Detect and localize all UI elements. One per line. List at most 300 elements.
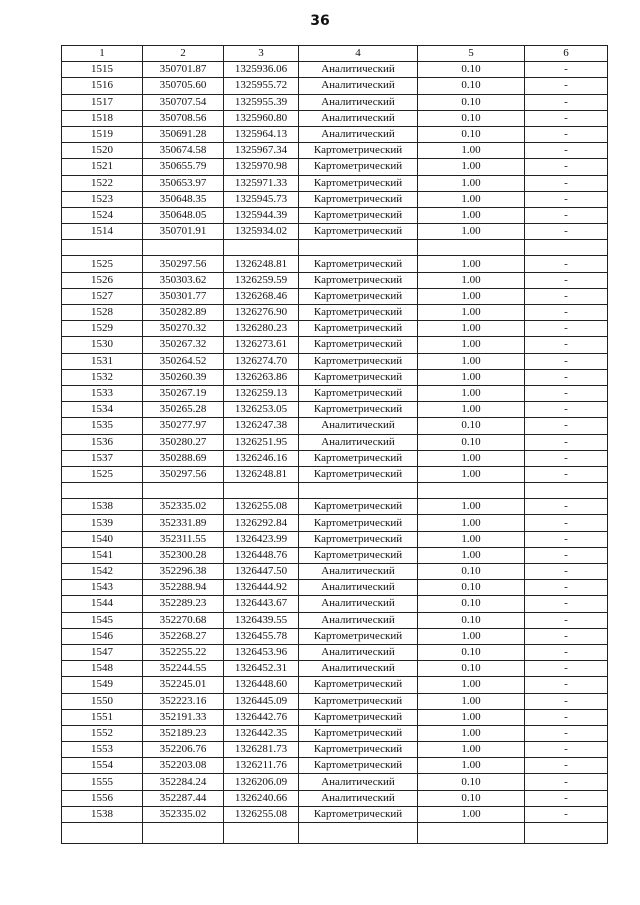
accuracy-cell: 1.00	[418, 693, 525, 709]
y-coordinate-cell: 1326246.16	[224, 450, 299, 466]
x-coordinate-cell: 352289.23	[143, 596, 224, 612]
x-coordinate-cell: 350653.97	[143, 175, 224, 191]
point-number-cell: 1555	[62, 774, 143, 790]
point-number-cell: 1526	[62, 272, 143, 288]
column-header-5: 5	[418, 46, 525, 62]
table-body	[62, 62, 608, 844]
method-cell: Картометрический	[299, 369, 418, 385]
note-cell: -	[525, 499, 608, 515]
method-cell: Картометрический	[299, 191, 418, 207]
y-coordinate-cell: 1326247.38	[224, 418, 299, 434]
note-cell	[525, 483, 608, 499]
accuracy-cell: 1.00	[418, 337, 525, 353]
y-coordinate-cell: 1325970.98	[224, 159, 299, 175]
note-cell: -	[525, 806, 608, 822]
note-cell: -	[525, 353, 608, 369]
x-coordinate-cell: 352331.89	[143, 515, 224, 531]
table-row	[62, 224, 608, 240]
point-number-cell: 1545	[62, 612, 143, 628]
accuracy-cell: 0.10	[418, 564, 525, 580]
y-coordinate-cell: 1326455.78	[224, 628, 299, 644]
y-coordinate-cell: 1325955.39	[224, 94, 299, 110]
table-row	[62, 709, 608, 725]
method-cell: Картометрический	[299, 515, 418, 531]
point-number-cell: 1534	[62, 402, 143, 418]
note-cell: -	[525, 628, 608, 644]
accuracy-cell: 0.10	[418, 596, 525, 612]
method-cell: Картометрический	[299, 758, 418, 774]
method-cell: Картометрический	[299, 725, 418, 741]
column-header-6: 6	[525, 46, 608, 62]
point-number-cell: 1518	[62, 110, 143, 126]
method-cell: Картометрический	[299, 305, 418, 321]
method-cell: Картометрический	[299, 466, 418, 482]
table-row	[62, 612, 608, 628]
x-coordinate-cell: 350282.89	[143, 305, 224, 321]
table-row	[62, 402, 608, 418]
table-row	[62, 256, 608, 272]
y-coordinate-cell: 1325964.13	[224, 126, 299, 142]
y-coordinate-cell: 1326273.61	[224, 337, 299, 353]
point-number-cell: 1525	[62, 256, 143, 272]
note-cell: -	[525, 709, 608, 725]
point-number-cell: 1530	[62, 337, 143, 353]
table-row	[62, 337, 608, 353]
table-row	[62, 110, 608, 126]
table-header-row	[62, 46, 608, 62]
note-cell: -	[525, 742, 608, 758]
accuracy-cell: 1.00	[418, 758, 525, 774]
y-coordinate-cell: 1326292.84	[224, 515, 299, 531]
y-coordinate-cell: 1325971.33	[224, 175, 299, 191]
x-coordinate-cell: 350264.52	[143, 353, 224, 369]
method-cell: Аналитический	[299, 110, 418, 126]
x-coordinate-cell: 352255.22	[143, 644, 224, 660]
x-coordinate-cell: 352288.94	[143, 580, 224, 596]
table-row	[62, 483, 608, 499]
method-cell: Аналитический	[299, 790, 418, 806]
page-number: 36	[310, 13, 330, 29]
accuracy-cell: 1.00	[418, 725, 525, 741]
note-cell: -	[525, 207, 608, 223]
point-number-cell: 1553	[62, 742, 143, 758]
note-cell: -	[525, 693, 608, 709]
method-cell: Аналитический	[299, 564, 418, 580]
y-coordinate-cell: 1326240.66	[224, 790, 299, 806]
accuracy-cell: 1.00	[418, 272, 525, 288]
table-row	[62, 78, 608, 94]
note-cell: -	[525, 369, 608, 385]
table-row	[62, 272, 608, 288]
note-cell: -	[525, 531, 608, 547]
y-coordinate-cell: 1326443.67	[224, 596, 299, 612]
y-coordinate-cell: 1326444.92	[224, 580, 299, 596]
note-cell: -	[525, 677, 608, 693]
point-number-cell: 1538	[62, 806, 143, 822]
point-number-cell: 1538	[62, 499, 143, 515]
note-cell: -	[525, 94, 608, 110]
note-cell: -	[525, 515, 608, 531]
y-coordinate-cell	[224, 240, 299, 256]
table-row	[62, 823, 608, 844]
x-coordinate-cell: 350265.28	[143, 402, 224, 418]
point-number-cell: 1517	[62, 94, 143, 110]
note-cell: -	[525, 790, 608, 806]
table-row	[62, 159, 608, 175]
x-coordinate-cell: 350701.91	[143, 224, 224, 240]
method-cell: Картометрический	[299, 288, 418, 304]
point-number-cell: 1514	[62, 224, 143, 240]
x-coordinate-cell: 350267.19	[143, 385, 224, 401]
column-header-2: 2	[143, 46, 224, 62]
note-cell: -	[525, 224, 608, 240]
x-coordinate-cell	[143, 483, 224, 499]
table-row	[62, 353, 608, 369]
x-coordinate-cell: 350701.87	[143, 62, 224, 78]
x-coordinate-cell: 352287.44	[143, 790, 224, 806]
x-coordinate-cell: 350280.27	[143, 434, 224, 450]
x-coordinate-cell: 350707.54	[143, 94, 224, 110]
note-cell: -	[525, 191, 608, 207]
point-number-cell	[62, 240, 143, 256]
point-number-cell: 1541	[62, 547, 143, 563]
table-row	[62, 94, 608, 110]
accuracy-cell: 0.10	[418, 126, 525, 142]
x-coordinate-cell: 350301.77	[143, 288, 224, 304]
y-coordinate-cell: 1326447.50	[224, 564, 299, 580]
accuracy-cell: 1.00	[418, 402, 525, 418]
accuracy-cell: 1.00	[418, 369, 525, 385]
accuracy-cell: 0.10	[418, 94, 525, 110]
method-cell: Картометрический	[299, 143, 418, 159]
y-coordinate-cell: 1326448.60	[224, 677, 299, 693]
method-cell: Картометрический	[299, 175, 418, 191]
note-cell: -	[525, 288, 608, 304]
y-coordinate-cell: 1326255.08	[224, 499, 299, 515]
accuracy-cell: 1.00	[418, 207, 525, 223]
method-cell: Аналитический	[299, 434, 418, 450]
y-coordinate-cell: 1325967.34	[224, 143, 299, 159]
note-cell: -	[525, 661, 608, 677]
y-coordinate-cell: 1326248.81	[224, 256, 299, 272]
point-number-cell: 1548	[62, 661, 143, 677]
point-number-cell	[62, 823, 143, 844]
note-cell: -	[525, 612, 608, 628]
y-coordinate-cell: 1326448.76	[224, 547, 299, 563]
note-cell: -	[525, 110, 608, 126]
note-cell: -	[525, 126, 608, 142]
method-cell: Аналитический	[299, 612, 418, 628]
note-cell: -	[525, 434, 608, 450]
point-number-cell: 1556	[62, 790, 143, 806]
accuracy-cell: 1.00	[418, 321, 525, 337]
x-coordinate-cell: 352206.76	[143, 742, 224, 758]
method-cell	[299, 240, 418, 256]
method-cell: Аналитический	[299, 62, 418, 78]
table-row	[62, 774, 608, 790]
point-number-cell: 1524	[62, 207, 143, 223]
y-coordinate-cell: 1326445.09	[224, 693, 299, 709]
method-cell: Аналитический	[299, 580, 418, 596]
accuracy-cell: 1.00	[418, 466, 525, 482]
method-cell: Картометрический	[299, 272, 418, 288]
method-cell	[299, 483, 418, 499]
table-row	[62, 790, 608, 806]
x-coordinate-cell	[143, 823, 224, 844]
point-number-cell: 1516	[62, 78, 143, 94]
table-row	[62, 531, 608, 547]
point-number-cell: 1532	[62, 369, 143, 385]
note-cell	[525, 823, 608, 844]
accuracy-cell: 1.00	[418, 531, 525, 547]
y-coordinate-cell: 1326439.55	[224, 612, 299, 628]
method-cell: Аналитический	[299, 94, 418, 110]
point-number-cell: 1539	[62, 515, 143, 531]
x-coordinate-cell: 352223.16	[143, 693, 224, 709]
x-coordinate-cell: 352335.02	[143, 806, 224, 822]
method-cell: Картометрический	[299, 499, 418, 515]
accuracy-cell: 1.00	[418, 547, 525, 563]
table-row	[62, 693, 608, 709]
method-cell: Картометрический	[299, 256, 418, 272]
point-number-cell: 1521	[62, 159, 143, 175]
accuracy-cell: 0.10	[418, 790, 525, 806]
note-cell: -	[525, 159, 608, 175]
y-coordinate-cell: 1326206.09	[224, 774, 299, 790]
accuracy-cell: 1.00	[418, 305, 525, 321]
accuracy-cell: 1.00	[418, 515, 525, 531]
point-number-cell: 1552	[62, 725, 143, 741]
x-coordinate-cell: 350288.69	[143, 450, 224, 466]
note-cell: -	[525, 337, 608, 353]
method-cell: Аналитический	[299, 596, 418, 612]
note-cell: -	[525, 547, 608, 563]
table-row	[62, 143, 608, 159]
table-row	[62, 450, 608, 466]
point-number-cell: 1550	[62, 693, 143, 709]
table-row	[62, 725, 608, 741]
method-cell: Аналитический	[299, 661, 418, 677]
method-cell: Картометрический	[299, 224, 418, 240]
table-row	[62, 288, 608, 304]
table-row	[62, 742, 608, 758]
point-number-cell: 1525	[62, 466, 143, 482]
accuracy-cell: 1.00	[418, 742, 525, 758]
point-number-cell: 1554	[62, 758, 143, 774]
x-coordinate-cell: 350691.28	[143, 126, 224, 142]
point-number-cell: 1547	[62, 644, 143, 660]
accuracy-cell: 1.00	[418, 385, 525, 401]
note-cell: -	[525, 758, 608, 774]
accuracy-cell: 1.00	[418, 175, 525, 191]
y-coordinate-cell	[224, 483, 299, 499]
accuracy-cell: 1.00	[418, 450, 525, 466]
accuracy-cell: 1.00	[418, 499, 525, 515]
point-number-cell: 1528	[62, 305, 143, 321]
accuracy-cell: 1.00	[418, 353, 525, 369]
table-row	[62, 466, 608, 482]
table-row	[62, 321, 608, 337]
table-row	[62, 499, 608, 515]
note-cell: -	[525, 564, 608, 580]
accuracy-cell: 0.10	[418, 62, 525, 78]
point-number-cell: 1519	[62, 126, 143, 142]
method-cell: Картометрический	[299, 450, 418, 466]
x-coordinate-cell: 352270.68	[143, 612, 224, 628]
table-row	[62, 596, 608, 612]
point-number-cell: 1544	[62, 596, 143, 612]
accuracy-cell: 0.10	[418, 110, 525, 126]
accuracy-cell: 1.00	[418, 709, 525, 725]
accuracy-cell: 0.10	[418, 418, 525, 434]
note-cell: -	[525, 256, 608, 272]
y-coordinate-cell: 1326453.96	[224, 644, 299, 660]
table-row	[62, 515, 608, 531]
point-number-cell: 1549	[62, 677, 143, 693]
method-cell: Картометрический	[299, 207, 418, 223]
point-number-cell: 1546	[62, 628, 143, 644]
table-row	[62, 628, 608, 644]
y-coordinate-cell: 1326423.99	[224, 531, 299, 547]
accuracy-cell: 1.00	[418, 191, 525, 207]
table-row	[62, 758, 608, 774]
column-header-4: 4	[299, 46, 418, 62]
point-number-cell: 1523	[62, 191, 143, 207]
note-cell: -	[525, 305, 608, 321]
x-coordinate-cell: 350705.60	[143, 78, 224, 94]
x-coordinate-cell: 350270.32	[143, 321, 224, 337]
column-header-3: 3	[224, 46, 299, 62]
x-coordinate-cell: 350648.35	[143, 191, 224, 207]
y-coordinate-cell: 1326281.73	[224, 742, 299, 758]
accuracy-cell: 1.00	[418, 143, 525, 159]
accuracy-cell: 0.10	[418, 434, 525, 450]
accuracy-cell: 1.00	[418, 224, 525, 240]
method-cell: Картометрический	[299, 385, 418, 401]
y-coordinate-cell: 1326276.90	[224, 305, 299, 321]
method-cell: Аналитический	[299, 418, 418, 434]
point-number-cell: 1533	[62, 385, 143, 401]
y-coordinate-cell: 1326259.59	[224, 272, 299, 288]
note-cell: -	[525, 580, 608, 596]
x-coordinate-cell: 352284.24	[143, 774, 224, 790]
x-coordinate-cell: 352335.02	[143, 499, 224, 515]
x-coordinate-cell: 350297.56	[143, 466, 224, 482]
method-cell: Аналитический	[299, 78, 418, 94]
table-row	[62, 240, 608, 256]
accuracy-cell: 0.10	[418, 644, 525, 660]
method-cell: Картометрический	[299, 159, 418, 175]
method-cell: Картометрический	[299, 677, 418, 693]
accuracy-cell: 1.00	[418, 628, 525, 644]
point-number-cell: 1540	[62, 531, 143, 547]
point-number-cell: 1515	[62, 62, 143, 78]
accuracy-cell	[418, 483, 525, 499]
method-cell: Картометрический	[299, 742, 418, 758]
x-coordinate-cell: 352244.55	[143, 661, 224, 677]
accuracy-cell	[418, 240, 525, 256]
method-cell: Аналитический	[299, 774, 418, 790]
note-cell: -	[525, 596, 608, 612]
y-coordinate-cell: 1326442.35	[224, 725, 299, 741]
x-coordinate-cell: 352189.23	[143, 725, 224, 741]
y-coordinate-cell: 1325934.02	[224, 224, 299, 240]
y-coordinate-cell: 1326274.70	[224, 353, 299, 369]
table-row	[62, 677, 608, 693]
x-coordinate-cell: 350708.56	[143, 110, 224, 126]
x-coordinate-cell: 350277.97	[143, 418, 224, 434]
x-coordinate-cell: 352311.55	[143, 531, 224, 547]
accuracy-cell: 0.10	[418, 774, 525, 790]
method-cell: Картометрический	[299, 321, 418, 337]
table-row	[62, 207, 608, 223]
table-row	[62, 434, 608, 450]
accuracy-cell: 0.10	[418, 661, 525, 677]
note-cell: -	[525, 418, 608, 434]
method-cell: Картометрический	[299, 547, 418, 563]
x-coordinate-cell: 350674.58	[143, 143, 224, 159]
x-coordinate-cell: 350260.39	[143, 369, 224, 385]
y-coordinate-cell: 1326248.81	[224, 466, 299, 482]
column-header-1: 1	[62, 46, 143, 62]
table-row	[62, 418, 608, 434]
accuracy-cell: 0.10	[418, 580, 525, 596]
table-row	[62, 644, 608, 660]
method-cell: Картометрический	[299, 806, 418, 822]
x-coordinate-cell: 350297.56	[143, 256, 224, 272]
note-cell: -	[525, 450, 608, 466]
y-coordinate-cell: 1325960.80	[224, 110, 299, 126]
note-cell: -	[525, 402, 608, 418]
coordinates-table	[61, 45, 608, 844]
accuracy-cell: 1.00	[418, 256, 525, 272]
table-row	[62, 62, 608, 78]
note-cell: -	[525, 774, 608, 790]
note-cell: -	[525, 321, 608, 337]
table-row	[62, 369, 608, 385]
y-coordinate-cell: 1326263.86	[224, 369, 299, 385]
x-coordinate-cell: 350648.05	[143, 207, 224, 223]
y-coordinate-cell: 1326253.05	[224, 402, 299, 418]
table-row	[62, 547, 608, 563]
y-coordinate-cell: 1326251.95	[224, 434, 299, 450]
table-row	[62, 305, 608, 321]
note-cell	[525, 240, 608, 256]
accuracy-cell	[418, 823, 525, 844]
accuracy-cell: 0.10	[418, 78, 525, 94]
x-coordinate-cell: 350303.62	[143, 272, 224, 288]
table-row	[62, 191, 608, 207]
method-cell: Картометрический	[299, 531, 418, 547]
table-row	[62, 564, 608, 580]
method-cell: Картометрический	[299, 353, 418, 369]
y-coordinate-cell: 1326442.76	[224, 709, 299, 725]
method-cell: Картометрический	[299, 402, 418, 418]
point-number-cell: 1527	[62, 288, 143, 304]
accuracy-cell: 1.00	[418, 159, 525, 175]
note-cell: -	[525, 143, 608, 159]
note-cell: -	[525, 62, 608, 78]
point-number-cell: 1520	[62, 143, 143, 159]
y-coordinate-cell: 1326452.31	[224, 661, 299, 677]
note-cell: -	[525, 466, 608, 482]
method-cell: Аналитический	[299, 126, 418, 142]
point-number-cell: 1542	[62, 564, 143, 580]
y-coordinate-cell: 1326280.23	[224, 321, 299, 337]
x-coordinate-cell: 352300.28	[143, 547, 224, 563]
table-row	[62, 126, 608, 142]
table-row	[62, 806, 608, 822]
